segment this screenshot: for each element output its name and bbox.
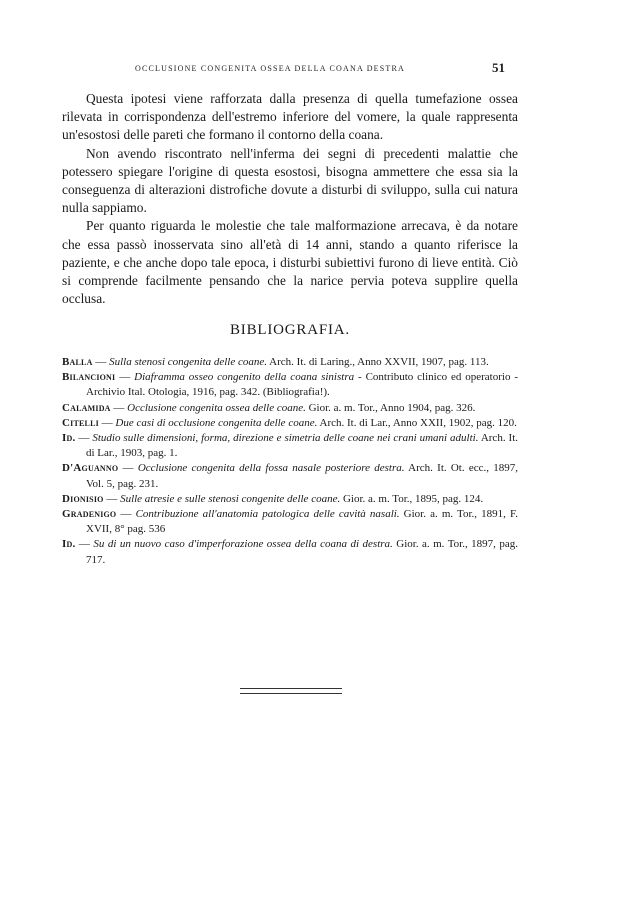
running-head: OCCLUSIONE CONGENITA OSSEA DELLA COANA DESTRA: [134, 64, 406, 73]
entry-author: Calamida: [62, 401, 111, 414]
bibliography-heading: BIBLIOGRAFIA.: [230, 322, 350, 338]
entry-title: Occlusione congenita ossea delle coane.: [127, 401, 306, 414]
entry-title: Sulle atresie e sulle stenosi congenite delle coane.: [120, 492, 341, 505]
bibliography-entry: Id. — Studio sulle dimensioni, forma, direzione e simetria delle coane nei crani umani adulti. Arch. It. di Lar., 1903, pag. 1.: [62, 432, 518, 460]
entry-author: Gradenigo: [62, 508, 117, 521]
entry-author: D'Aguanno: [62, 462, 119, 475]
paragraph: Questa ipotesi viene rafforzata dalla presenza di quella tumefazione ossea rilevata in corrispondenza dell'estremo inferiore del vomere, la quale rappresenta un'esostosi delle pareti che formano il contorno della coana.: [62, 91, 518, 143]
entry-author: Bilancioni: [62, 371, 116, 384]
bibliography-entry: Gradenigo — Contribuzione all'anatomia patologica delle cavità nasali. Gior. a. m. Tor., 1891, F. XVII, 8° pag. 536: [62, 508, 519, 536]
entry-author: Citelli: [62, 416, 99, 429]
entry-title: Occlusione congenita della fossa nasale posteriore destra.: [137, 462, 405, 475]
end-rule: [240, 688, 342, 694]
entry-source: Gior. a. m. Tor., Anno 1904, pag. 326.: [308, 401, 476, 414]
entry-title: Sulla stenosi congenita delle coane.: [109, 356, 268, 368]
bibliography-list: [62, 355, 518, 568]
entry-source: Arch. It. di Lar., Anno XXII, 1902, pag. 120.: [319, 416, 517, 429]
entry-author: Id.: [62, 432, 76, 445]
bibliography-entry: Bilancioni — Diaframma osseo congenito della coana sinistra - Contributo clinico ed operatorio - Archivio Ital. Otologia, 1916, pag. 342. (Bibliografia!).: [62, 371, 519, 399]
entry-author: Balla: [62, 356, 93, 368]
bibliography-entry: Calamida — Occlusione congenita ossea delle coane. Gior. a. m. Tor., Anno 1904, pag. 326.: [62, 401, 476, 414]
entry-author: Dionisio: [62, 492, 104, 505]
bibliography-entry: D'Aguanno — Occlusione congenita della fossa nasale posteriore destra. Arch. It. Ot. ecc., 1897, Vol. 5, pag. 231.: [62, 462, 518, 490]
page-number: 51: [492, 60, 505, 75]
entry-source: - Contributo clinico ed operatorio - Archivio Ital. Otologia, 1916, pag. 342. (Bibliografia!).: [86, 371, 519, 399]
entry-source: Arch. It. Ot. ecc., 1897, Vol. 5, pag. 231.: [86, 462, 518, 490]
paragraph: Per quanto riguarda le molestie che tale malformazione arrecava, è da notare che essa passò inosservata sino all'età di 14 anni, stando a quanto riferisce la paziente, e che anche dopo tale epoca, i disturbi subiettivi furono di lieve entità. Ciò si comprende facilmente pensando che la narice pervia poteva supplire quella occlusa.: [62, 218, 518, 307]
entry-source: Gior. a. m. Tor., 1897, pag. 717.: [86, 538, 519, 566]
bibliography-entry: Id. — Su di un nuovo caso d'imperforazione ossea della coana di destra. Gior. a. m. Tor., 1897, pag. 717.: [62, 538, 519, 566]
entry-source: Arch. It. di Laring., Anno XXVII, 1907, pag. 113.: [269, 356, 489, 368]
entry-title: Contribuzione all'anatomia patologica delle cavità nasali.: [135, 508, 400, 521]
entry-title: Su di un nuovo caso d'imperforazione ossea della coana di destra.: [93, 538, 393, 551]
entry-title: Studio sulle dimensioni, forma, direzione e simetria delle coane nei crani umani adulti.: [92, 432, 479, 445]
entry-source: Gior. a. m. Tor., 1891, F. XVII, 8° pag. 536: [86, 508, 519, 536]
entry-title: Due casi di occlusione congenita delle coane.: [115, 416, 318, 429]
bibliography-entry: Balla — Sulla stenosi congenita delle coane. Arch. It. di Laring., Anno XXVII, 1907, pag. 113.: [62, 356, 489, 368]
entry-author: Id.: [62, 538, 76, 551]
entry-source: Arch. It. di Lar., 1903, pag. 1.: [86, 432, 518, 460]
bibliography-entry: Citelli — Due casi di occlusione congenita delle coane. Arch. It. di Lar., Anno XXII, 1902, pag. 120.: [62, 416, 517, 429]
entry-source: Gior. a. m. Tor., 1895, pag. 124.: [342, 492, 484, 505]
body-text: [62, 90, 518, 308]
entry-title: Diaframma osseo congenito della coana sinistra: [134, 371, 355, 384]
bibliography-entry: Dionisio — Sulle atresie e sulle stenosi congenite delle coane. Gior. a. m. Tor., 1895, pag. 124.: [62, 492, 484, 505]
paragraph: Non avendo riscontrato nell'inferma dei segni di precedenti malattie che potessero spiegare l'origine di questa esostosi, bisogna ammettere che essa sia la conseguenza di alterazioni distrofiche dovute a disturbi di sviluppo, sulla cui natura nulla sappiamo.: [62, 145, 518, 216]
